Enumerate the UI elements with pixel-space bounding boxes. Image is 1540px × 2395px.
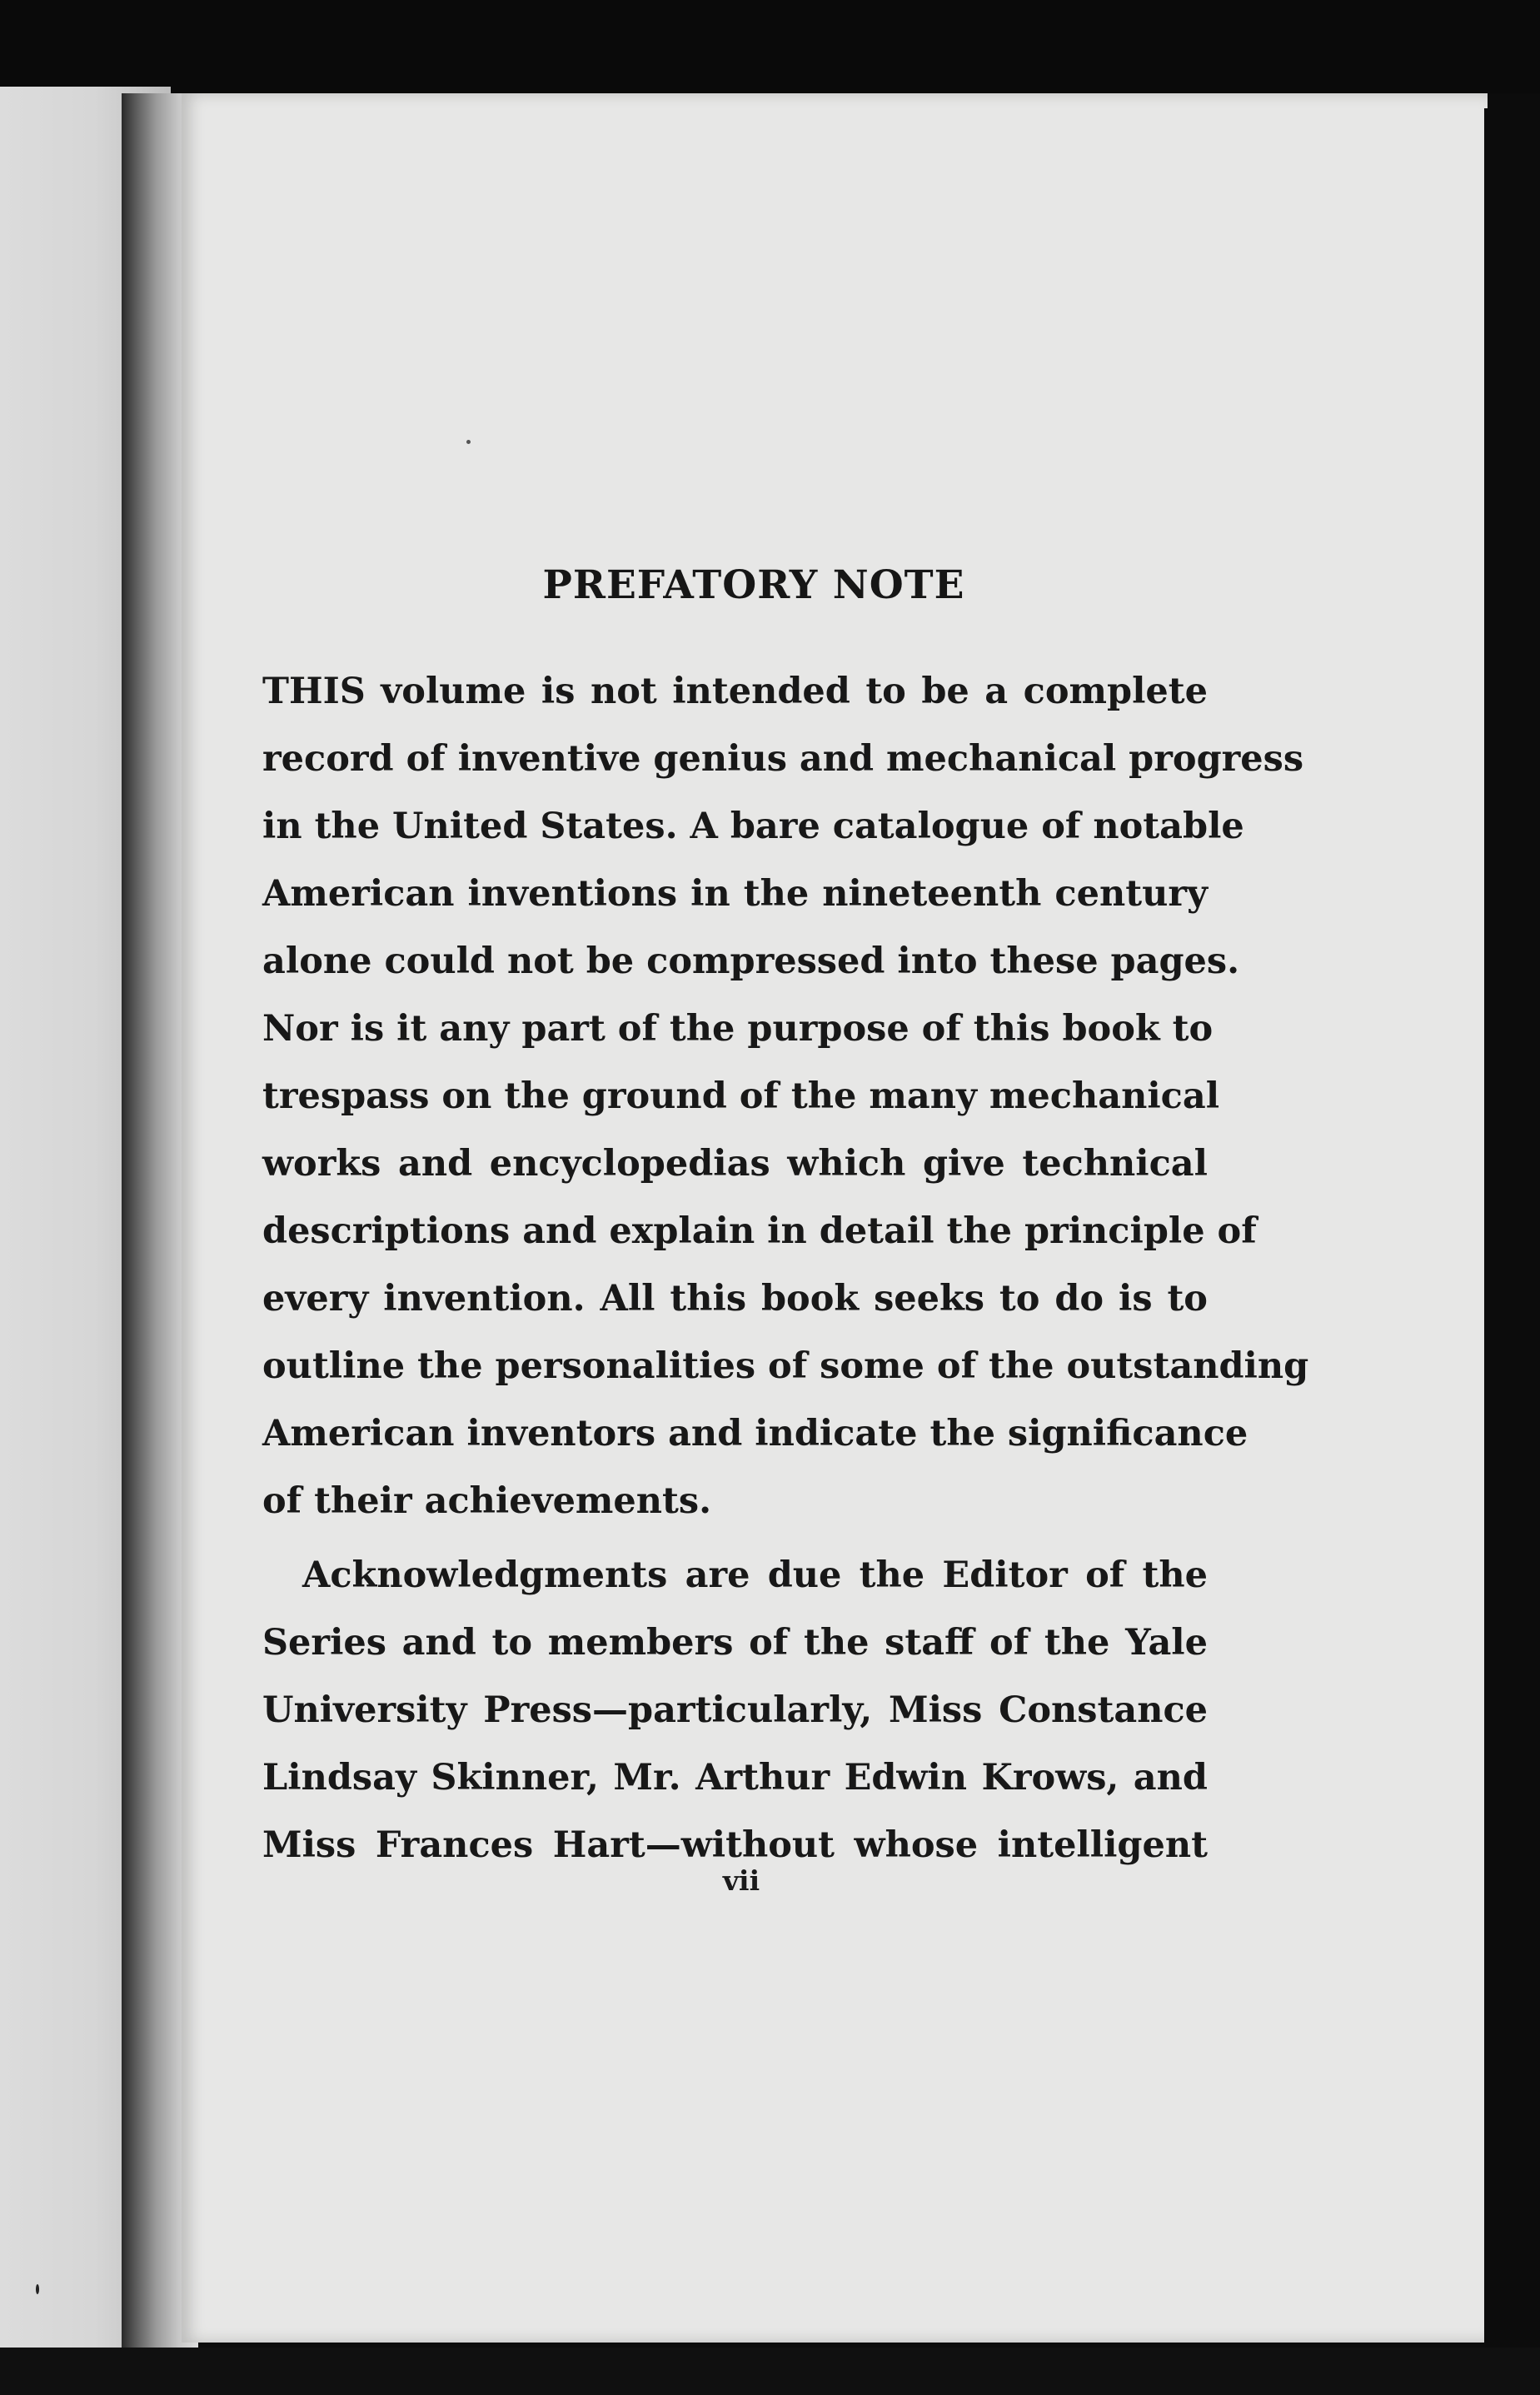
text-line: University Press—particularly, Miss Constance <box>262 1689 1208 1731</box>
text-line: record of inventive genius and mechanical progress <box>262 738 1304 780</box>
text-line: Series and to members of the staff of the Yale <box>262 1622 1208 1664</box>
paragraph-2 <box>262 1542 1208 1879</box>
page-number: vii <box>722 1864 760 1897</box>
text-line: THIS volume is not intended to be a complete <box>262 671 1208 712</box>
text-line: trespass on the ground of the many mechanical <box>262 1075 1220 1117</box>
text-line: every invention. All this book seeks to do is to <box>262 1278 1208 1320</box>
paragraph-gap <box>262 1535 1208 1542</box>
text-line: Acknowledgments are due the Editor of the <box>302 1554 1208 1596</box>
text-line: of their achievements. <box>262 1480 712 1522</box>
text-line: Nor is it any part of the purpose of this book to <box>262 1008 1214 1050</box>
scan-border-right <box>1484 108 1540 2395</box>
text-line: Lindsay Skinner, Mr. Arthur Edwin Krows, and <box>262 1757 1208 1799</box>
page-title: PREFATORY NOTE <box>542 562 965 608</box>
text-line: alone could not be compressed into these pages. <box>262 941 1240 982</box>
text-line: outline the personalities of some of the outstanding <box>262 1345 1309 1387</box>
scan-border-bottom <box>0 2348 1540 2395</box>
scan-border-top <box>0 0 1540 93</box>
text-line: works and encyclopedias which give technical <box>262 1143 1208 1185</box>
paragraph-1 <box>262 658 1309 1535</box>
document-body <box>262 658 1309 1879</box>
text-line: Miss Frances Hart—without whose intelligent <box>262 1824 1208 1866</box>
text-line: American inventors and indicate the significance <box>262 1413 1248 1454</box>
dust-speck <box>466 440 471 444</box>
dust-speck <box>36 2284 39 2294</box>
text-line: American inventions in the nineteenth century <box>262 873 1208 915</box>
text-line: in the United States. A bare catalogue of notable <box>262 806 1244 847</box>
text-line: descriptions and explain in detail the principle of <box>262 1210 1257 1252</box>
